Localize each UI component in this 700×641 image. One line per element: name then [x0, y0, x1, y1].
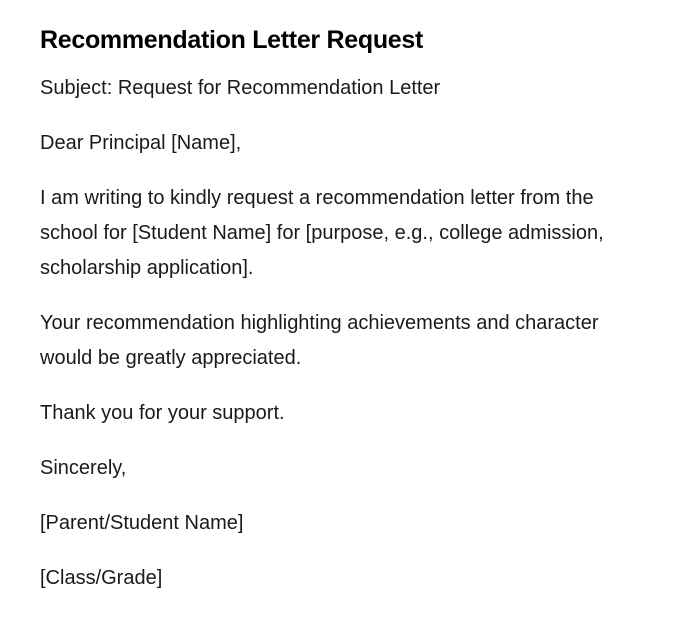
salutation: Dear Principal [Name],	[40, 132, 242, 154]
signature-class: [Class/Grade]	[40, 567, 163, 589]
document-title: Recommendation Letter Request	[40, 26, 424, 54]
body-paragraph-request: I am writing to kindly request a recommendation letter from the school for [Student Name] for [purpose, e.g., college admission, scholarship application].	[40, 187, 604, 279]
closing-line: Sincerely,	[40, 457, 127, 479]
thanks-line: Thank you for your support.	[40, 402, 285, 424]
signature-name: [Parent/Student Name]	[40, 512, 244, 534]
letter-document	[40, 22, 630, 616]
subject-line: Subject: Request for Recommendation Letter	[40, 77, 441, 99]
body-paragraph-appreciation: Your recommendation highlighting achievements and character would be greatly appreciated.	[40, 312, 599, 369]
